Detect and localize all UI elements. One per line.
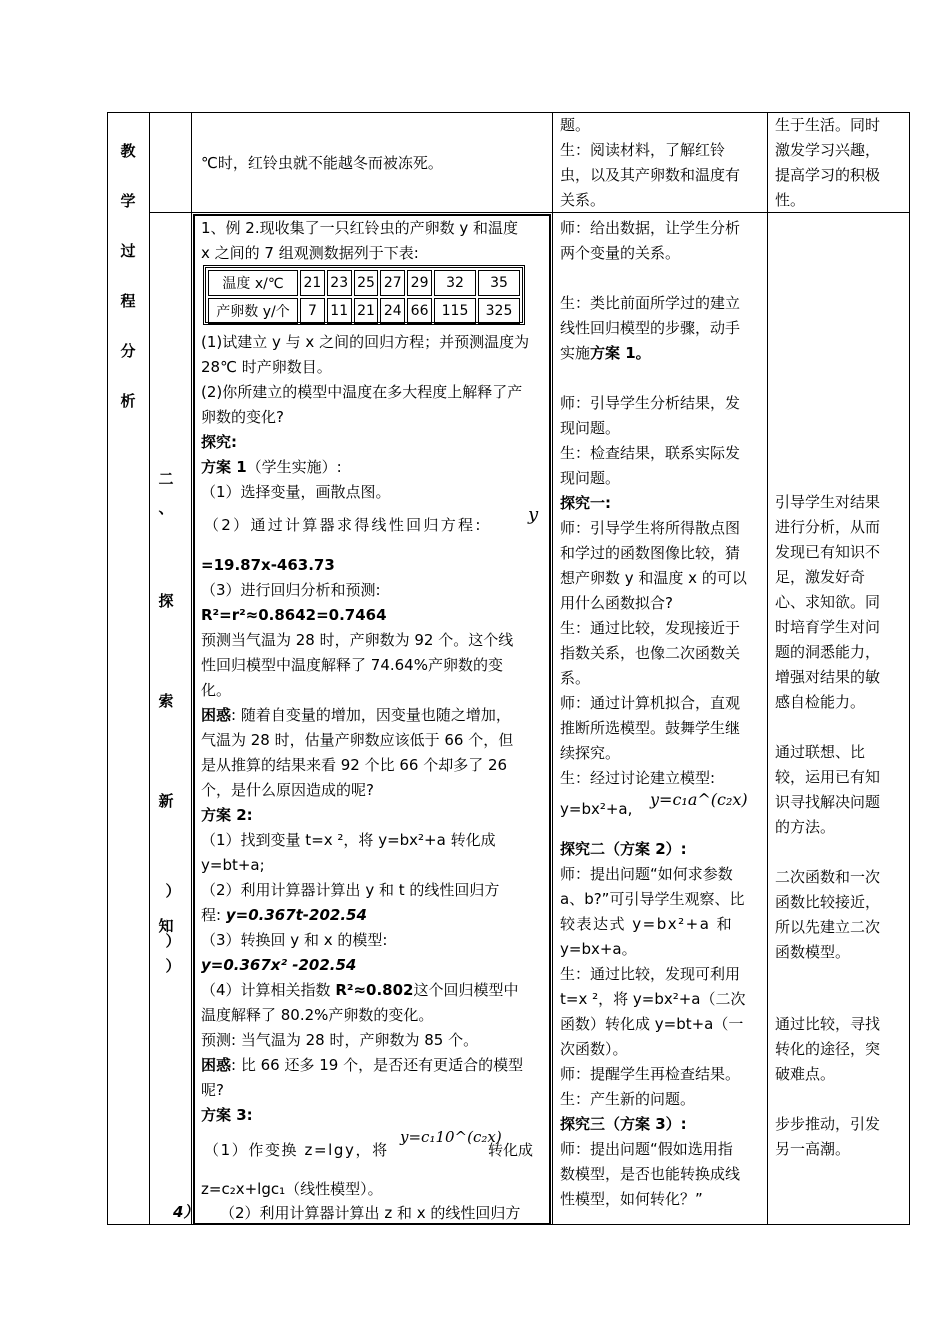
text-line: 较，运用已有知 xyxy=(775,768,881,786)
section-char: ） xyxy=(165,882,181,900)
text-line: 转化的途径，突 xyxy=(775,1040,881,1058)
section-char: ） xyxy=(165,957,181,975)
text-line: 较表达式 y=bx²+a 和 xyxy=(560,915,734,933)
plan3-step1-c: z=c₂x+lgc₁（线性模型）。 xyxy=(201,1180,383,1198)
table-cell: 66 xyxy=(407,298,432,324)
text-line: 线性回归模型的步骤，动手 xyxy=(560,319,741,337)
table-header-cell: 温度 x/℃ xyxy=(208,270,298,296)
text-span: 实施 xyxy=(560,344,591,362)
table-header-cell: 产卵数 y/个 xyxy=(208,298,298,324)
text-line: 师：给出数据，让学生分析 xyxy=(560,219,741,237)
text-line: 推断所选模型。鼓舞学生继 xyxy=(560,719,741,737)
plan2-title: 方案 2: xyxy=(201,806,253,824)
col-divider-2 xyxy=(191,112,192,1225)
content-frame-left xyxy=(193,214,195,1225)
text-line: 激发学习兴趣， xyxy=(775,141,881,159)
activity-a2 xyxy=(560,291,740,366)
intent-g2 xyxy=(775,740,880,840)
plan1-equation: =19.87x-463.73 xyxy=(201,556,335,574)
text-line: 发现已有知识不 xyxy=(775,543,881,561)
plan1-step1: （1）选择变量，画散点图。 xyxy=(201,483,391,501)
intro-line: x 之间的 7 组观测数据列于下表: xyxy=(201,244,419,262)
text-line: 生：经过讨论建立模型: xyxy=(560,769,716,787)
activity-a3 xyxy=(560,391,747,791)
text-line: 现问题。 xyxy=(560,469,621,487)
text-line: 数模型，是否也能转换成线 xyxy=(560,1165,741,1183)
intent-g4 xyxy=(775,1012,880,1087)
text-line: 生：检查结果，联系实际发 xyxy=(560,444,741,462)
section-char: ） xyxy=(165,932,181,950)
col-divider-1 xyxy=(149,112,150,1225)
table-cell: 21 xyxy=(354,298,379,324)
text-line: 引导学生对结果 xyxy=(775,493,881,511)
text-line: 二次函数和一次 xyxy=(775,868,881,886)
plan3-title: 方案 3: xyxy=(201,1106,253,1124)
text-line: 师：引导学生将所得散点图 xyxy=(560,519,741,537)
text-line: 生：通过比较，发现可利用 xyxy=(560,965,741,983)
question-1: 28℃ 时产卵数目。 xyxy=(201,358,332,376)
table-cell: 29 xyxy=(407,270,432,296)
row1-activity xyxy=(560,113,740,213)
header-char: 析 xyxy=(120,392,136,410)
text-line: 两个变量的关系。 xyxy=(560,244,681,262)
confuse-1-line: 气温为 28 时，估量产卵数应该低于 66 个，但 xyxy=(201,731,514,749)
text-line: 生于生活。同时 xyxy=(775,116,881,134)
plan3-step2: （2）利用计算器计算出 z 和 x 的线性回归方 xyxy=(220,1204,521,1222)
plan2-step3: （3）转换回 y 和 x 的模型: xyxy=(201,931,388,949)
text-line: 增强对结果的敏 xyxy=(775,668,881,686)
section-char: 二 xyxy=(158,470,174,488)
plan2-prediction: 预测: 当气温为 28 时，产卵数为 85 个。 xyxy=(201,1031,479,1049)
col-divider-3 xyxy=(552,112,553,1225)
confuse-text: : 随着自变量的增加，因变量也随之增加， xyxy=(231,706,511,724)
text-line: 师：通过计算机拟合，直观 xyxy=(560,694,741,712)
plan2-r2: R²≈0.802 xyxy=(335,981,414,999)
text-line: 和学过的函数图像比较，猜 xyxy=(560,544,741,562)
text-line: 题的洞悉能力， xyxy=(775,643,881,661)
section-char: 、 xyxy=(158,499,174,517)
section-char: 探 xyxy=(158,592,174,610)
text-line: 性模型，如何转化？” xyxy=(560,1190,703,1208)
y-hat-symbol: y xyxy=(528,504,539,525)
table-cell: 115 xyxy=(434,298,476,324)
content-frame-right xyxy=(549,214,551,1225)
text-line: y=bx+a。 xyxy=(560,940,637,958)
text-line: 师：提醒学生再检查结果。 xyxy=(560,1065,741,1083)
text-line: 现问题。 xyxy=(560,419,621,437)
table-left-border xyxy=(107,112,108,1225)
text-line: 识寻找解决问题 xyxy=(775,793,881,811)
plan3-step1-a: （1）作变换 z=lgy，将 xyxy=(204,1141,389,1159)
question-1: (1)试建立 y 与 x 之间的回归方程；并预测温度为 xyxy=(201,333,530,351)
activity-a5 xyxy=(560,837,746,1212)
row1-intent xyxy=(775,113,880,213)
table-cell: 32 xyxy=(434,270,476,296)
header-char: 学 xyxy=(120,192,136,210)
text-line xyxy=(560,341,740,366)
table-cell: 25 xyxy=(354,270,379,296)
plan2-step2: （2）利用计算器计算出 y 和 t 的线性回归方 xyxy=(201,881,500,899)
plan2-step2-label: 程: xyxy=(201,906,222,924)
text-line: 指数关系，也像二次函数关 xyxy=(560,644,741,662)
intent-g1 xyxy=(775,490,880,715)
row1-content: ℃时，红铃虫就不能越冬而被冻死。 xyxy=(201,154,443,172)
plan1-heading xyxy=(201,455,342,480)
plan1-title: 方案 1 xyxy=(201,458,247,476)
header-char: 教 xyxy=(120,142,136,160)
activity-column xyxy=(560,216,740,266)
section-char: 新 xyxy=(158,792,174,810)
plan1-prediction: 预测当气温为 28 时，产卵数为 92 个。这个线 xyxy=(201,631,514,649)
plan2-step2-line xyxy=(201,903,367,928)
section-char: 知 xyxy=(158,917,174,935)
text-line: 心、求知欲。同 xyxy=(775,593,881,611)
text-line: t=x ²，将 y=bx²+a（二次 xyxy=(560,990,746,1008)
text-line: 通过比较，寻找 xyxy=(775,1015,881,1033)
text-line: 师：提出问题“如何求参数 xyxy=(560,865,733,883)
text-line: 函数比较接近， xyxy=(775,893,881,911)
text-line: 次函数）。 xyxy=(560,1040,628,1058)
plan2-step4 xyxy=(201,978,518,1003)
text-line: 破难点。 xyxy=(775,1065,836,1083)
text-line: 提高学习的积极 xyxy=(775,166,881,184)
text-line: 所以先建立二次 xyxy=(775,918,881,936)
text-line: 函数）转化成 y=bt+a（一 xyxy=(560,1015,744,1033)
section-char: 索 xyxy=(158,692,174,710)
plan1-note: （学生实施）: xyxy=(246,458,342,476)
text-line: 生：产生新的问题。 xyxy=(560,1090,696,1108)
activity-model xyxy=(560,797,632,822)
text-line: 想产卵数 y 和温度 x 的可以 xyxy=(560,569,747,587)
explore-label: 探究: xyxy=(201,433,237,451)
table-cell: 11 xyxy=(327,298,352,324)
table-right-border xyxy=(909,112,910,1225)
plan1-step2: （2）通过计算器求得线性回归方程: xyxy=(204,516,483,534)
text-line: 函数模型。 xyxy=(775,943,851,961)
plan2-step4-a: （4）计算相关指数 xyxy=(201,981,331,999)
text-line: 师：引导学生分析结果，发 xyxy=(560,394,741,412)
plan3-step1-b: 转化成 xyxy=(488,1141,534,1159)
explore-heading: 探究一: xyxy=(560,494,611,512)
footer-mark: 4） xyxy=(173,1203,199,1221)
table-cell: 21 xyxy=(300,270,325,296)
question-2: 卵数的变化? xyxy=(201,408,284,426)
text-line: 通过联想、比 xyxy=(775,743,866,761)
table-cell: 325 xyxy=(478,298,520,324)
table-row xyxy=(208,270,520,296)
text-line: 系。 xyxy=(560,669,591,687)
question-2: (2)你所建立的模型中温度在多大程度上解释了产 xyxy=(201,383,523,401)
table-cell: 24 xyxy=(380,298,405,324)
text-line: 关系。 xyxy=(560,191,606,209)
text-line: 生：类比前面所学过的建立 xyxy=(560,294,741,312)
confuse-1-line: 个，是什么原因造成的呢? xyxy=(201,781,374,799)
plan2-step1: （1）找到变量 t=x ²，将 y=bx²+a 转化成 xyxy=(201,831,496,849)
data-table xyxy=(203,265,525,325)
header-char: 分 xyxy=(120,342,136,360)
confuse-2 xyxy=(201,1053,523,1078)
text-line: 足，激发好奇 xyxy=(775,568,866,586)
text-line: 的方法。 xyxy=(775,818,836,836)
text-line: 另一高潮。 xyxy=(775,1140,851,1158)
intro-line: 1、例 2.现收集了一只红铃虫的产卵数 y 和温度 xyxy=(201,219,519,237)
table-cell: 7 xyxy=(300,298,325,324)
plan2-equation-1: y=0.367t-202.54 xyxy=(225,906,367,924)
plan2-equation-2: y=0.367x² -202.54 xyxy=(201,956,357,974)
text-line: a、b?”可引导学生观察、比 xyxy=(560,890,745,908)
confuse-label: 困惑 xyxy=(201,706,232,724)
text-line: 进行分析，从而 xyxy=(775,518,881,536)
confuse-1 xyxy=(201,703,511,728)
col-divider-4 xyxy=(767,112,768,1225)
model-formula: y=c₁a^(c₂x) xyxy=(650,790,748,809)
confuse-1-line: 是从推算的结果来看 92 个比 66 个却多了 26 xyxy=(201,756,508,774)
confuse-text: : 比 66 还多 19 个，是否还有更适合的模型 xyxy=(231,1056,524,1074)
plan1-prediction: 化。 xyxy=(201,681,232,699)
plan1-prediction: 性回归模型中温度解释了 74.64%产卵数的变 xyxy=(201,656,503,674)
model-text: y=bx²+a, xyxy=(560,800,633,818)
confuse-2-line: 呢? xyxy=(201,1081,224,1099)
text-line: 步步推动，引发 xyxy=(775,1115,881,1133)
text-line: 师：提出问题“假如选用指 xyxy=(560,1140,733,1158)
text-line: 生：阅读材料，了解红铃 xyxy=(560,141,726,159)
header-char: 程 xyxy=(120,292,136,310)
plan2-step4-b: 这个回归模型中 xyxy=(413,981,519,999)
intent-g5 xyxy=(775,1112,880,1162)
confuse-label: 困惑 xyxy=(201,1056,232,1074)
header-char: 过 xyxy=(120,242,136,260)
plan1-r2: R²=r²≈0.8642=0.7464 xyxy=(201,606,387,624)
text-line: 生：通过比较，发现接近于 xyxy=(560,619,741,637)
plan2-step1: y=bt+a; xyxy=(201,856,265,874)
text-line: 感自检能力。 xyxy=(775,693,866,711)
text-line: 题。 xyxy=(560,116,591,134)
plan2-step4-c: 温度解释了 80.2%产卵数的变化。 xyxy=(201,1006,434,1024)
intent-g3 xyxy=(775,865,880,965)
text-line: 虫，以及其产卵数和温度有 xyxy=(560,166,741,184)
plan1-step3: （3）进行回归分析和预测: xyxy=(201,581,381,599)
text-line: 续探究。 xyxy=(560,744,621,762)
text-line: 性。 xyxy=(775,191,806,209)
explore-heading: 探究三（方案 3）: xyxy=(560,1115,687,1133)
text-line: 用什么函数拟合? xyxy=(560,594,673,612)
explore-heading: 探究二（方案 2）: xyxy=(560,840,687,858)
plan3-formula: y=c₁10^(c₂x) xyxy=(400,1128,502,1146)
table-cell: 27 xyxy=(380,270,405,296)
table-row xyxy=(208,298,520,324)
table-cell: 23 xyxy=(327,270,352,296)
table-cell: 35 xyxy=(478,270,520,296)
text-line: 时培育学生对问 xyxy=(775,618,881,636)
plan-ref: 方案 1。 xyxy=(590,344,651,362)
